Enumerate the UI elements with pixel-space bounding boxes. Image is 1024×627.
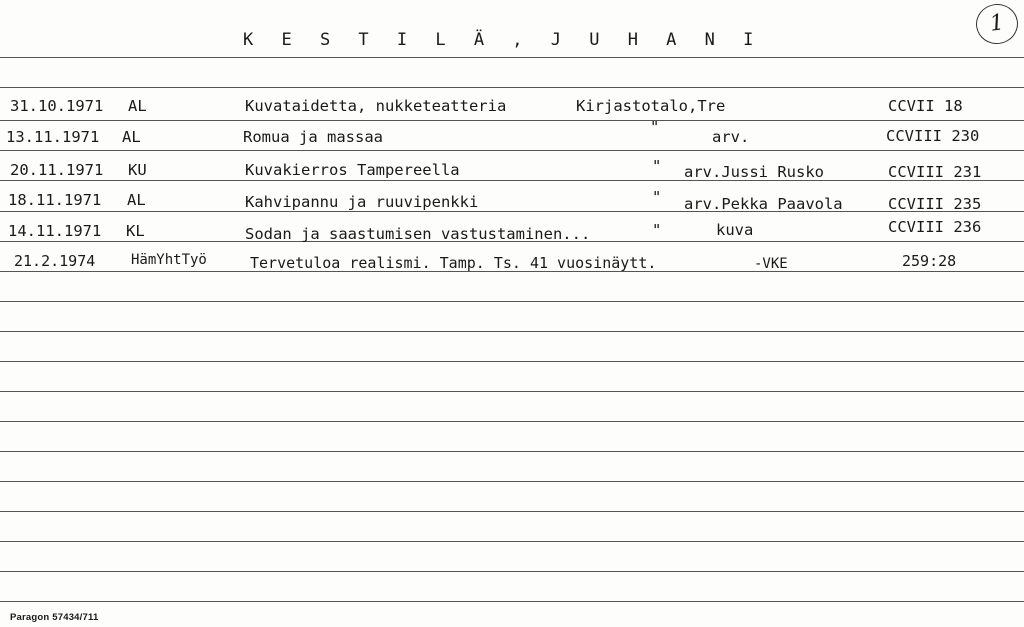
- ruled-line: [0, 361, 1024, 362]
- header-rule-lower: [0, 87, 1024, 88]
- entry-note: arv.Jussi Rusko: [684, 163, 824, 181]
- entry-note: -VKE: [754, 256, 788, 272]
- entry-place: Kirjastotalo,Tre: [576, 97, 726, 115]
- entry-title: Kahvipannu ja ruuvipenkki: [245, 193, 479, 211]
- ruled-line: [0, 301, 1024, 302]
- entry-source: AL: [128, 97, 147, 115]
- entry-title: Sodan ja saastumisen vastustaminen...: [245, 225, 591, 243]
- card-number-circle: 1: [973, 1, 1020, 46]
- entry-date: 31.10.1971: [10, 97, 104, 115]
- entry-date: 21.2.1974: [14, 252, 96, 270]
- ruled-line: [0, 571, 1024, 572]
- header-rule: [0, 57, 1024, 58]
- ruled-line: [0, 331, 1024, 332]
- ruled-line: [0, 541, 1024, 542]
- entry-title: Kuvakierros Tampereella: [245, 161, 460, 179]
- card-title: K E S T I L Ä , J U H A N I: [243, 30, 763, 50]
- ruled-line: [0, 421, 1024, 422]
- ruled-line: [0, 601, 1024, 602]
- entry-title: Kuvataidetta, nukketeatteria: [245, 97, 507, 115]
- entry-source: AL: [127, 191, 146, 209]
- entry-ref: CCVIII 236: [888, 218, 982, 236]
- entry-source: KU: [128, 161, 147, 179]
- entry-date: 20.11.1971: [10, 161, 104, 179]
- entry-note: kuva: [716, 221, 754, 239]
- ruled-line: [0, 211, 1024, 212]
- ruled-line: [0, 150, 1024, 151]
- entry-source: KL: [126, 222, 145, 240]
- ruled-line: [0, 451, 1024, 452]
- entry-note: arv.Pekka Paavola: [684, 195, 843, 213]
- entry-date: 18.11.1971: [8, 191, 102, 209]
- entry-ref: CCVII 18: [888, 97, 963, 115]
- entry-source: AL: [122, 128, 141, 146]
- entry-place: ": [650, 118, 660, 136]
- entry-ref: 259:28: [902, 252, 957, 270]
- entry-note: arv.: [712, 128, 750, 146]
- ruled-line: [0, 180, 1024, 181]
- entry-place: ": [652, 157, 662, 175]
- printer-mark: Paragon 57434/711: [10, 612, 99, 623]
- entry-date: 13.11.1971: [6, 128, 100, 146]
- entry-source: HämYhtTyö: [131, 252, 207, 268]
- entry-title: Tervetuloa realismi. Tamp. Ts. 41 vuosinäytt.: [250, 254, 657, 272]
- entry-date: 14.11.1971: [8, 222, 102, 240]
- entry-place: ": [652, 221, 662, 239]
- ruled-line: [0, 120, 1024, 121]
- entry-title: Romua ja massaa: [243, 128, 383, 146]
- ruled-line: [0, 391, 1024, 392]
- entry-ref: CCVIII 231: [888, 163, 982, 181]
- entry-ref: CCVIII 235: [888, 195, 982, 213]
- entry-place: ": [652, 188, 662, 206]
- ruled-line: [0, 511, 1024, 512]
- entry-ref: CCVIII 230: [886, 127, 980, 145]
- ruled-line: [0, 481, 1024, 482]
